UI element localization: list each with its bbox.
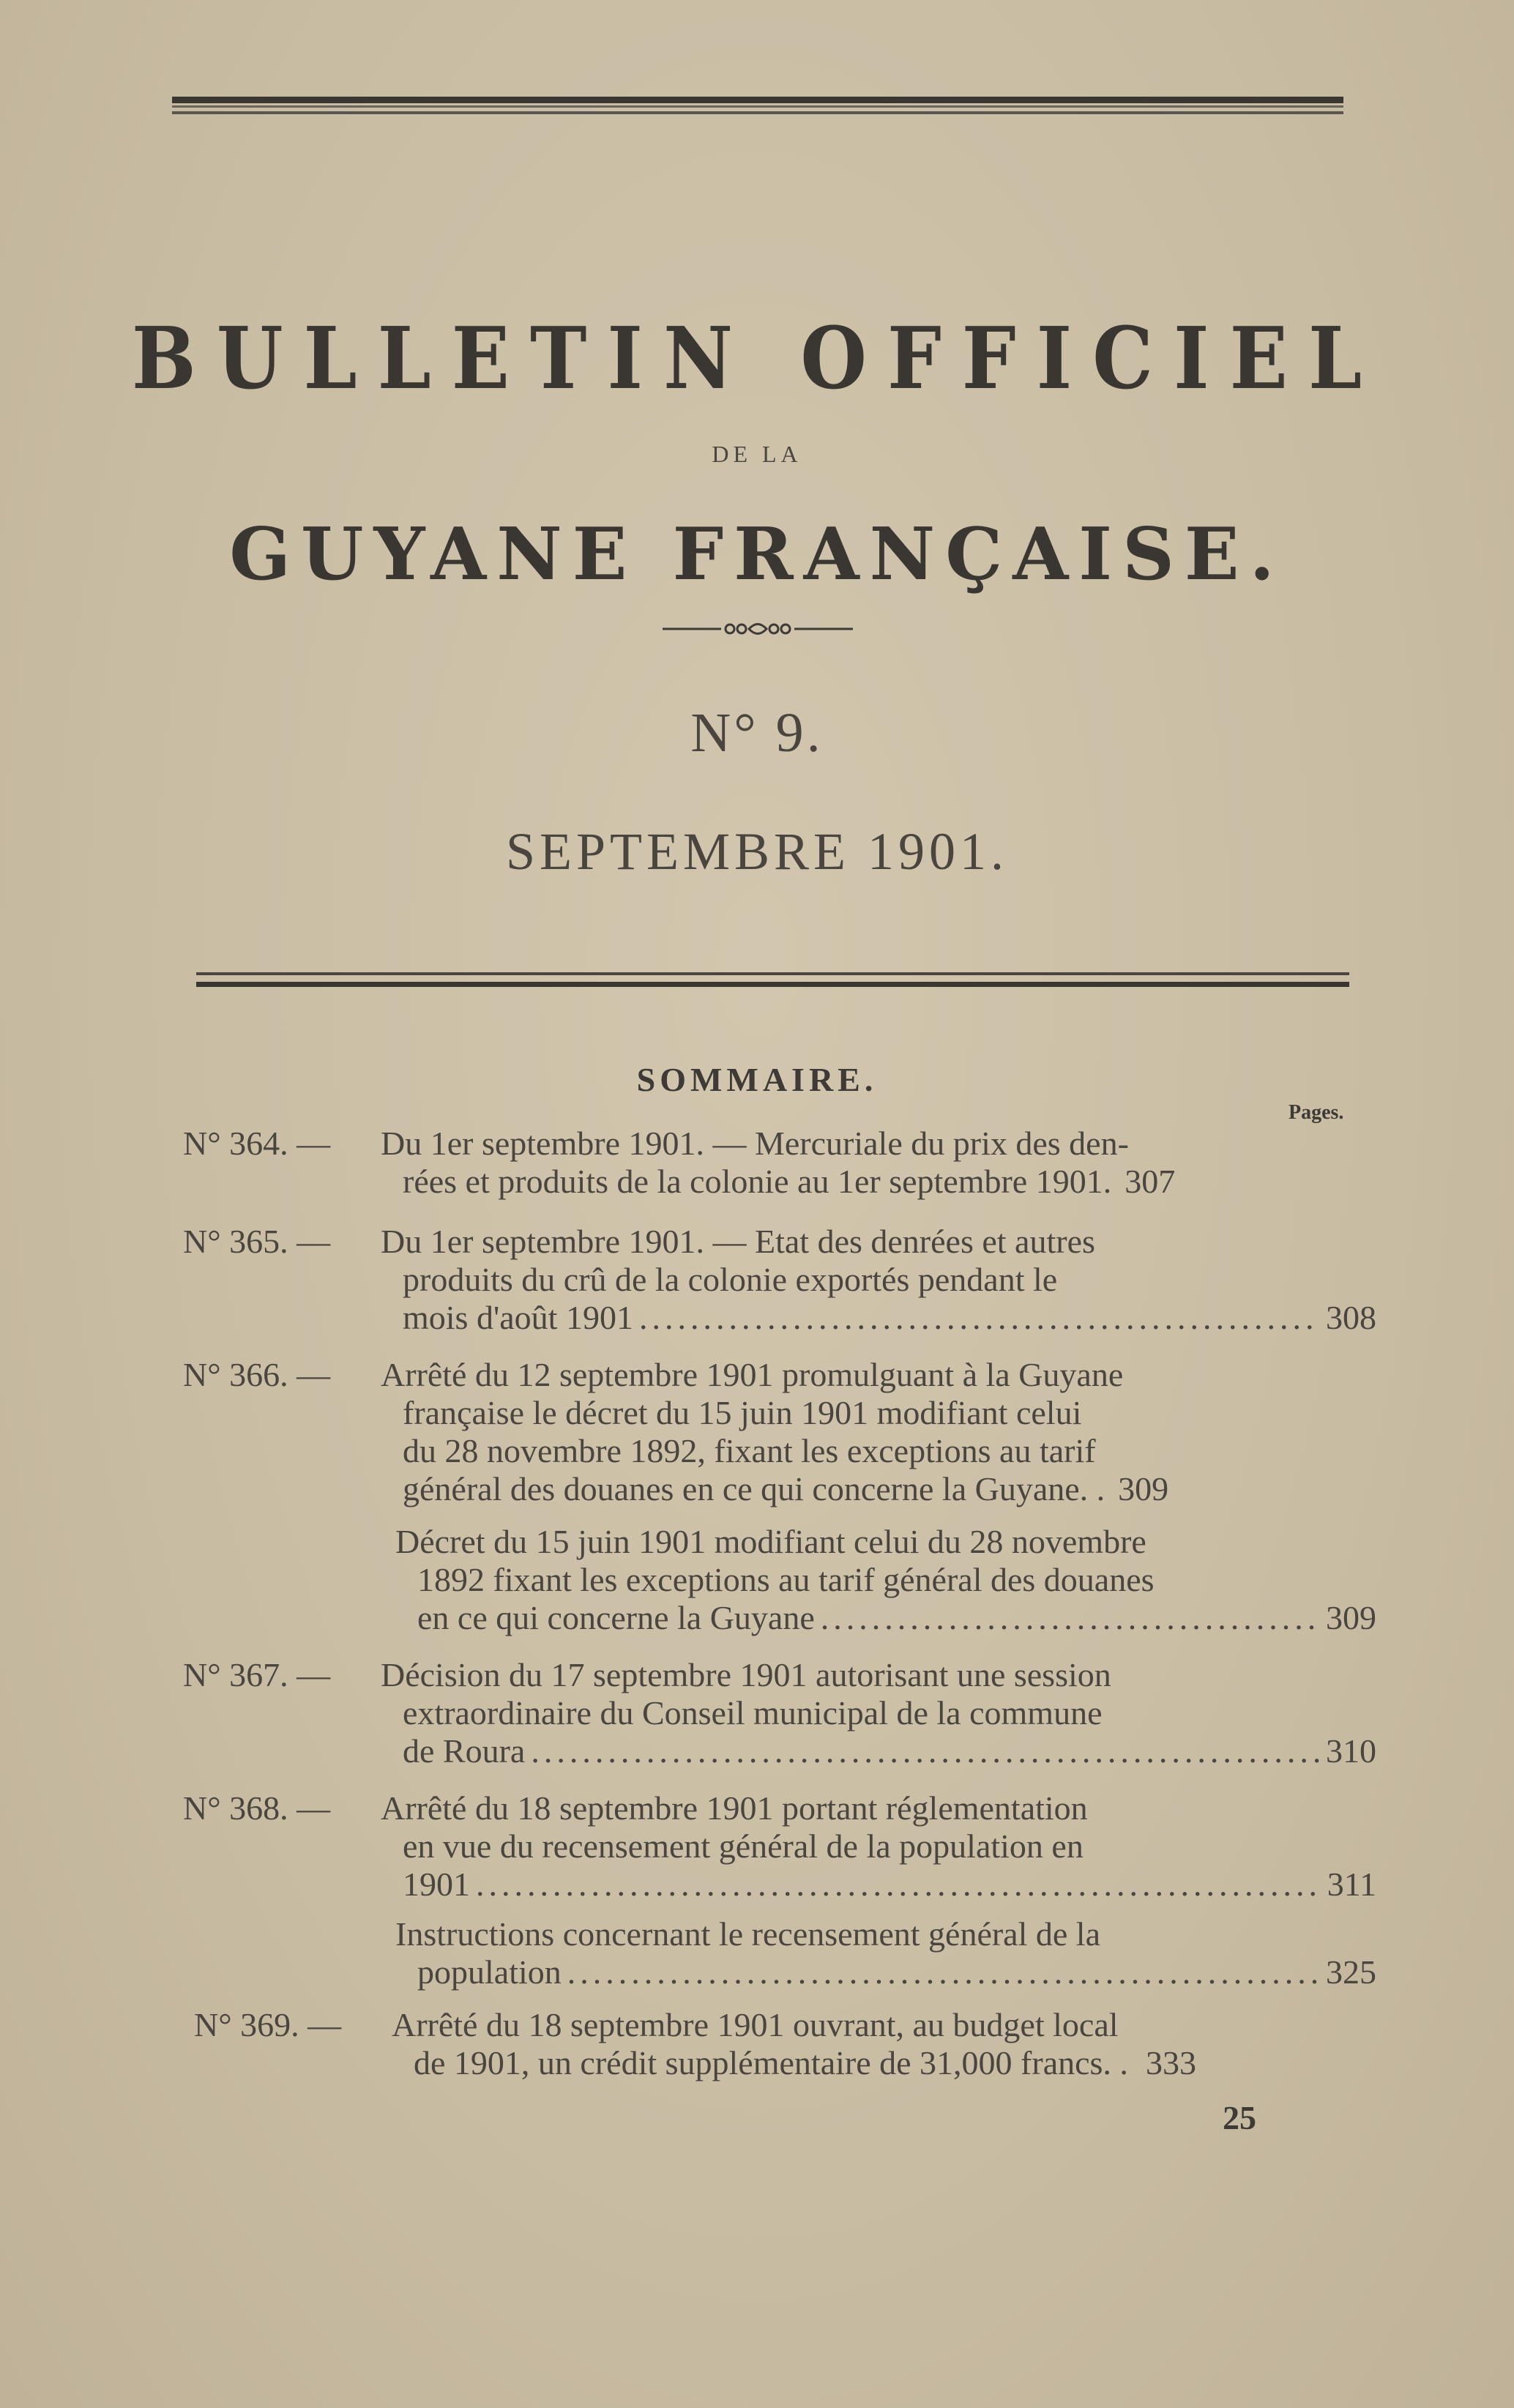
leader-dots [639,1299,1320,1337]
entry-number: N° 364. — [183,1125,331,1162]
entry-line: du 28 novembre 1892, fixant les exceptions au tarif [403,1432,1096,1469]
entry-line: Du 1er septembre 1901. — Mercuriale du prix des den- [381,1125,1129,1162]
toc-entry-368 [183,1789,1376,1904]
bulletin-title: BULLETIN OFFICIEL [131,307,1383,409]
issue-date: SEPTEMBRE 1901. [505,822,1009,881]
entry-line: Arrêté du 12 septembre 1901 promulguant à la Guyane [381,1356,1124,1393]
entry-line: française le décret du 15 juin 1901 modifiant celui [403,1394,1082,1431]
toc-entry-369 [194,2006,1387,2082]
entry-line: Arrêté du 18 septembre 1901 ouvrant, au budget local [392,2006,1119,2043]
entry-line: Du 1er septembre 1901. — Etat des denrées et autres [381,1223,1095,1260]
leader-dots [821,1599,1320,1637]
ornament-divider-icon [663,619,853,638]
entry-line: Décret du 15 juin 1901 modifiant celui du 28 novembre [395,1523,1146,1560]
entry-page: 325 [1326,1953,1376,1991]
entry-last-line: de Roura [403,1732,526,1770]
entry-page: 333 [1145,2044,1196,2081]
entry-last-line: rées et produits de la colonie au 1er septembre 1901. [403,1163,1112,1200]
entry-page: 308 [1326,1299,1376,1336]
entry-number: N° 366. — [183,1356,331,1393]
entry-page: 307 [1125,1163,1176,1200]
entry-number: N° 367. — [183,1656,331,1693]
entry-page: 311 [1327,1865,1376,1903]
entry-line: extraordinaire du Conseil municipal de la commune [403,1694,1103,1732]
toc-entry-instructions [183,1915,1376,1991]
top-rule [172,97,1343,114]
de-la-text: DE LA [712,441,802,467]
entry-last-line: général des douanes en ce qui concerne la Guyane. . [403,1470,1105,1507]
leader-dots [531,1732,1320,1770]
entry-line: en vue du recensement général de la population en [403,1827,1084,1865]
entry-last-line: population [417,1953,562,1991]
toc-entry-decret [183,1523,1376,1637]
entry-line: 1892 fixant les exceptions au tarif général des douanes [417,1561,1155,1598]
entry-number: N° 368. — [183,1789,331,1827]
entry-last-line: de 1901, un crédit supplémentaire de 31,000 francs. . [414,2044,1128,2081]
leader-dots [567,1953,1320,1991]
toc-entry-364 [183,1125,1376,1201]
entry-number: N° 365. — [183,1223,331,1260]
toc-entry-366 [183,1356,1376,1508]
entry-page: 309 [1118,1470,1169,1507]
territory-title: GUYANE FRANÇAISE. [229,512,1285,597]
entry-last-line: 1901 [403,1865,470,1903]
entry-line: Décision du 17 septembre 1901 autorisant une session [381,1656,1111,1693]
leader-dots [476,1865,1321,1904]
toc-entry-365 [183,1223,1376,1337]
entry-number: N° 369. — [194,2006,342,2043]
sommaire-heading: SOMMAIRE. [636,1061,878,1098]
entry-page: 310 [1326,1732,1376,1770]
entry-line: Instructions concernant le recensement général de la [395,1915,1100,1953]
entry-last-line: en ce qui concerne la Guyane [417,1599,815,1636]
toc-entry-367 [183,1656,1376,1770]
entry-page: 309 [1326,1599,1376,1636]
issue-number: N° 9. [690,702,824,764]
signature-number: 25 [1223,2099,1256,2136]
entry-last-line: mois d'août 1901 [403,1299,633,1336]
middle-rule [196,972,1349,987]
entry-line: Arrêté du 18 septembre 1901 portant réglementation [381,1789,1088,1827]
pages-column-label: Pages. [1289,1101,1344,1124]
entry-line: produits du crû de la colonie exportés pendant le [403,1261,1058,1298]
